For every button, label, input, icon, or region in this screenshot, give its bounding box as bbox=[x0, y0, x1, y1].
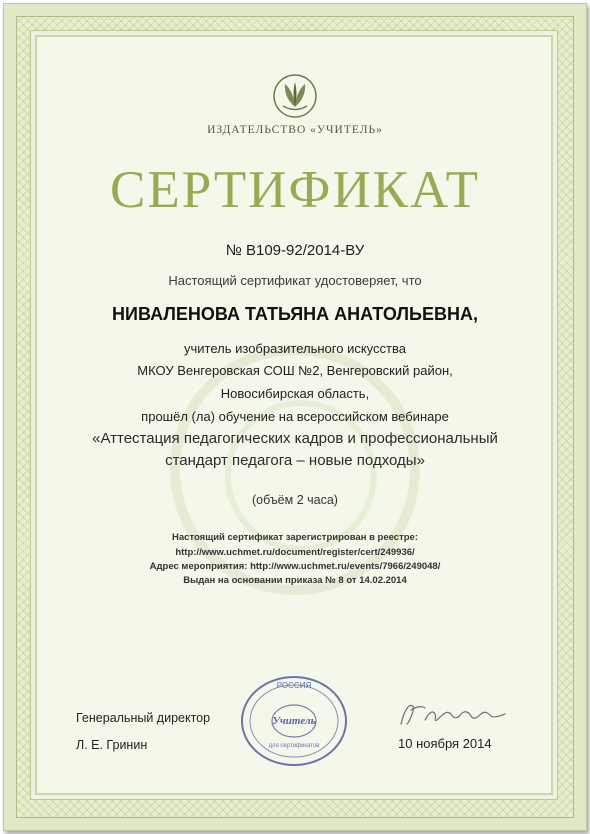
certifies-text: Настоящий сертификат удостоверяет, что bbox=[168, 273, 422, 288]
course-title-line: «Аттестация педагогических кадров и профессиональный bbox=[92, 430, 498, 447]
registry-link: http://www.uchmet.ru/document/register/cert/249936/ bbox=[175, 547, 415, 558]
order-line: Выдан на основании приказа № 8 от 14.02.2014 bbox=[183, 575, 407, 586]
position-line: учитель изобразительного искусства bbox=[184, 341, 406, 356]
round-stamp-icon bbox=[238, 672, 350, 770]
course-hours: (объём 2 часа) bbox=[252, 493, 338, 507]
event-link: Адрес мероприятия: http://www.uchmet.ru/events/7966/249048/ bbox=[149, 561, 441, 572]
signature bbox=[395, 700, 515, 730]
stamp-top-text: РОССИЯ bbox=[276, 681, 312, 690]
issue-date: 10 ноября 2014 bbox=[398, 736, 492, 751]
course-title-line: стандарт педагога – новые подходы» bbox=[165, 452, 425, 469]
book-leaves-icon bbox=[272, 73, 318, 119]
stamp-small-text: для сертификатов bbox=[268, 743, 320, 749]
school-line: МКОУ Венгеровская СОШ №2, Венгеровский район, bbox=[137, 363, 453, 378]
stamp-center-text: Учитель bbox=[272, 715, 316, 727]
recipient-name: НИВАЛЕНОВА ТАТЬЯНА АНАТОЛЬЕВНА, bbox=[112, 304, 478, 324]
training-line: прошёл (ла) обучение на всероссийском вебинаре bbox=[141, 409, 449, 424]
signatory-name: Л. Е. Гринин bbox=[76, 738, 148, 752]
certificate-title: СЕРТИФИКАТ bbox=[110, 161, 480, 219]
region-line: Новосибирская область, bbox=[220, 386, 370, 401]
registry-line: Настоящий сертификат зарегистрирован в реестре: bbox=[172, 532, 418, 543]
signatory-title: Генеральный директор bbox=[76, 711, 211, 725]
publisher-name: ИЗДАТЕЛЬСТВО «УЧИТЕЛЬ» bbox=[207, 124, 383, 136]
certificate-number: № В109-92/2014-ВУ bbox=[225, 242, 365, 259]
